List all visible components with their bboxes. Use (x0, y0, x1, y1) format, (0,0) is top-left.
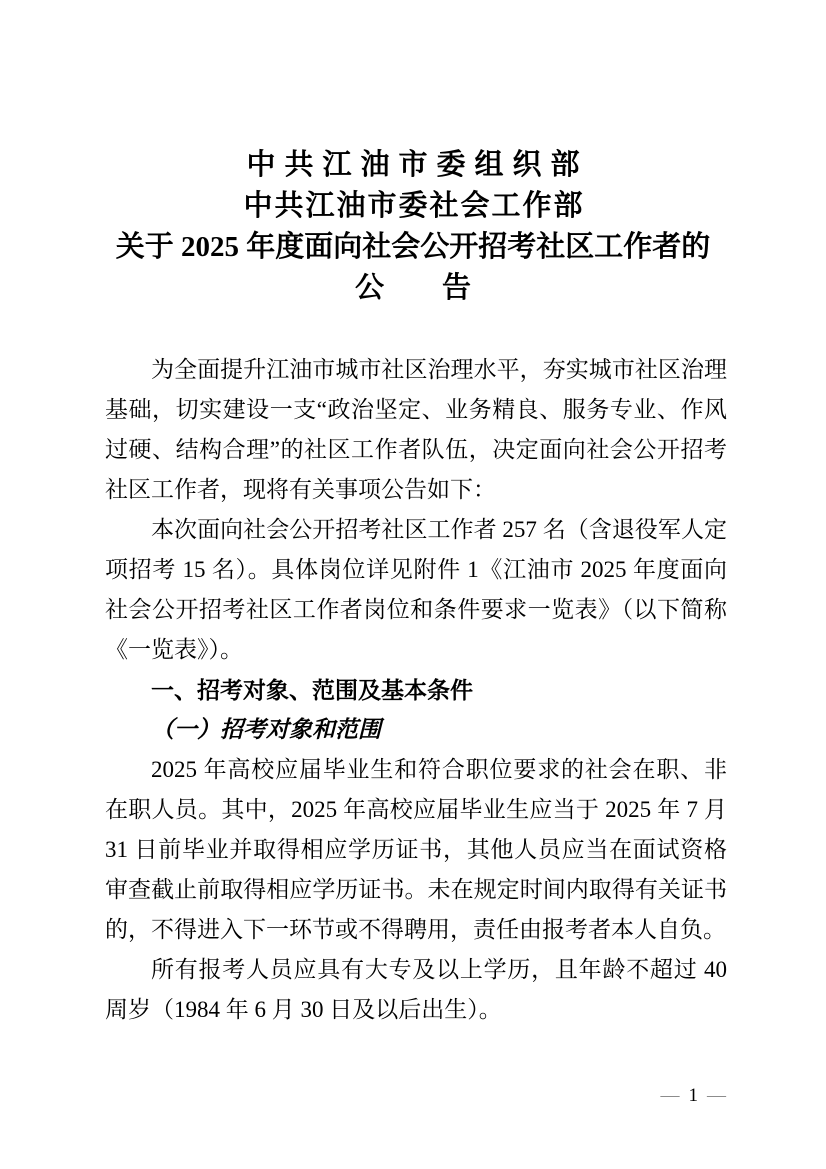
page-footer (661, 1085, 727, 1107)
footer-dash-right: — (707, 1085, 726, 1106)
document-body (105, 350, 727, 1030)
paragraph-intro: 为全面提升江油市城市社区治理水平，夯实城市社区治理基础，切实建设一支“政治坚定、业务精良、服务专业、作风过硬、结构合理”的社区工作者队伍，决定面向社会公开招考社区工作者，现将有关事项公告如下： (105, 357, 727, 502)
paragraph-eligibility-scope: 2025 年高校应届毕业生和符合职位要求的社会在职、非在职人员。其中，2025 年高校应届毕业生应当于 2025 年 7 月 31 日前毕业并取得相应学历证书，其他人员应当在面试资格审查截止前取得相应学历证书。未在规定时间内取得有关证书的，不得进入下一环节或不得聘用，责任由报考者本人自负。 (105, 757, 727, 942)
title-line-subject: 关于 2025 年度面向社会公开招考社区工作者的 (115, 231, 711, 263)
title-line-announcement: 公 告 (354, 272, 471, 304)
sub-section-heading-1-1: （一）招考对象和范围 (151, 717, 381, 742)
footer-dash-left: — (660, 1085, 680, 1106)
document-title (63, 145, 763, 309)
title-line-social-work-department: 中共江油市委社会工作部 (243, 190, 585, 222)
title-line-org-department: 中共江油市委组织部 (246, 149, 589, 181)
page-number: 1 (688, 1085, 698, 1106)
paragraph-education-age-requirement: 所有报考人员应具有大专及以上学历，且年龄不超过 40 周岁（1984 年 6 月 30 日及以后出生）。 (105, 957, 727, 1022)
section-heading-1: 一、招考对象、范围及基本条件 (151, 677, 473, 703)
paragraph-recruitment-count: 本次面向社会公开招考社区工作者 257 名（含退役军人定项招考 15 名）。具体岗位详见附件 1《江油市 2025 年度面向社会公开招考社区工作者岗位和条件要求一览表》（以下简称《一览表》）。 (105, 517, 727, 662)
